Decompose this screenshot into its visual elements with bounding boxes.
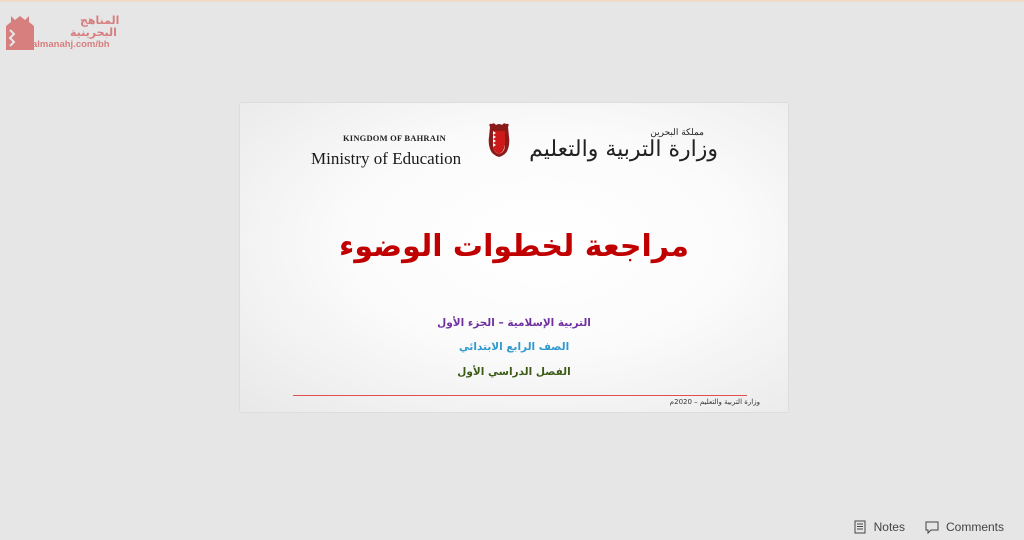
subtitle-subject: التربية الإسلامية – الجزء الأول [437, 317, 591, 329]
subtitle-grade: الصف الرابع الابتدائي [458, 341, 570, 353]
kingdom-label: KINGDOM OF BAHRAIN [343, 133, 446, 143]
subtitle-semester: الفصل الدراسي الأول [457, 366, 571, 378]
notes-icon [853, 520, 867, 534]
arabic-ministry-title [529, 128, 718, 162]
slide-title: مراجعة لخطوات الوضوء [339, 229, 689, 264]
comment-icon [925, 520, 939, 534]
notes-label: Notes [873, 520, 905, 534]
bahrain-flag-icon [6, 16, 34, 50]
divider-line [293, 395, 747, 396]
watermark-line-2: البحرينية [70, 26, 117, 39]
ministry-label: Ministry of Education [311, 149, 462, 168]
watermark-logo [6, 14, 126, 54]
slide[interactable] [240, 103, 788, 412]
watermark-url: almanahj.com/bh [32, 39, 110, 50]
comments-label: Comments [945, 520, 1004, 534]
watermark-line-1: المناهج [80, 14, 120, 27]
arabic-kingdom-label: مملكة البحرين [650, 128, 704, 138]
status-bar [853, 514, 1024, 540]
notes-button[interactable] [853, 520, 905, 534]
comments-button[interactable] [925, 520, 1004, 534]
bahrain-emblem-icon [488, 123, 510, 157]
arabic-ministry-label: وزارة التربية والتعليم [529, 137, 718, 162]
slide-footer: وزارة التربية والتعليم – 2020م [669, 398, 760, 406]
